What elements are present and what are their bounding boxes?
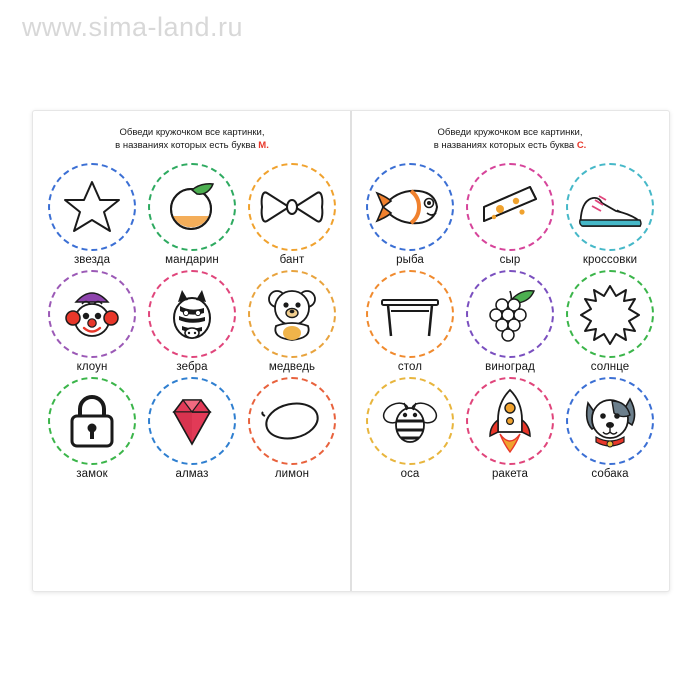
picture-label: оса (400, 467, 420, 480)
picture-circle-clown[interactable] (48, 270, 136, 358)
picture-label: кроссовки (582, 253, 638, 266)
picture-circle-fish[interactable] (366, 163, 454, 251)
list-item[interactable] (461, 377, 559, 480)
list-item[interactable] (143, 163, 241, 266)
list-item[interactable] (143, 377, 241, 480)
list-item[interactable] (143, 270, 241, 373)
right-instruction-line1: Обведи кружочком все картинки, (437, 127, 583, 138)
list-item[interactable] (43, 163, 141, 266)
picture-circle-zebra[interactable] (148, 270, 236, 358)
cheese-icon (478, 179, 542, 235)
clown-icon (60, 282, 124, 346)
bear-icon (260, 282, 324, 346)
list-item[interactable] (561, 377, 659, 480)
table-icon (378, 286, 442, 342)
list-item[interactable] (243, 163, 341, 266)
star-icon (61, 176, 123, 238)
picture-circle-lock[interactable] (48, 377, 136, 465)
right-instruction-line2: в названиях которых есть буква (433, 139, 577, 151)
picture-label: алмаз (175, 467, 209, 480)
left-picture-grid (43, 163, 341, 480)
book-spread (32, 110, 670, 592)
right-target-letter: С. (576, 139, 587, 151)
list-item[interactable] (43, 377, 141, 480)
picture-label: солнце (590, 360, 630, 373)
list-item[interactable] (461, 163, 559, 266)
picture-circle-bow[interactable] (248, 163, 336, 251)
picture-circle-cheese[interactable] (466, 163, 554, 251)
picture-circle-sun[interactable] (566, 270, 654, 358)
picture-label: медведь (268, 360, 316, 373)
left-target-letter: М. (258, 139, 269, 151)
picture-label: бант (279, 253, 305, 266)
picture-circle-sneaker[interactable] (566, 163, 654, 251)
picture-label: замок (76, 467, 108, 480)
book-spine (350, 111, 352, 591)
sneaker-icon (575, 180, 645, 234)
picture-label: собака (591, 467, 629, 480)
tangerine-icon (161, 176, 223, 238)
picture-circle-bear[interactable] (248, 270, 336, 358)
diamond-icon (161, 390, 223, 452)
picture-label: клоун (76, 360, 108, 373)
lemon-icon (259, 392, 325, 450)
picture-label: ракета (491, 467, 529, 480)
picture-circle-grapes[interactable] (466, 270, 554, 358)
picture-label: звезда (73, 253, 111, 266)
picture-label: зебра (176, 360, 208, 373)
picture-circle-tangerine[interactable] (148, 163, 236, 251)
list-item[interactable] (561, 163, 659, 266)
picture-circle-table[interactable] (366, 270, 454, 358)
left-instruction-line2: в названиях которых есть буква (115, 139, 259, 151)
fish-icon (375, 179, 445, 235)
right-instruction (434, 127, 587, 153)
sun-icon (578, 282, 642, 346)
rocket-icon (482, 388, 538, 454)
right-page (351, 111, 669, 591)
picture-circle-wasp[interactable] (366, 377, 454, 465)
picture-circle-dog[interactable] (566, 377, 654, 465)
list-item[interactable] (361, 377, 459, 480)
left-instruction-line1: Обведи кружочком все картинки, (119, 127, 265, 138)
picture-label: рыба (396, 253, 424, 266)
list-item[interactable] (561, 270, 659, 373)
zebra-icon (160, 282, 224, 346)
picture-circle-diamond[interactable] (148, 377, 236, 465)
picture-label: лимон (274, 467, 310, 480)
picture-circle-star[interactable] (48, 163, 136, 251)
left-page (33, 111, 351, 591)
dog-icon (578, 389, 642, 453)
list-item[interactable] (361, 163, 459, 266)
picture-label: мандарин (165, 253, 219, 266)
lock-icon (63, 390, 121, 452)
list-item[interactable] (43, 270, 141, 373)
picture-label: стол (397, 360, 423, 373)
picture-circle-rocket[interactable] (466, 377, 554, 465)
list-item[interactable] (361, 270, 459, 373)
watermark: www.sima-land.ru (22, 12, 244, 42)
list-item[interactable] (461, 270, 559, 373)
grapes-icon (478, 283, 542, 345)
picture-label: виноград (485, 360, 535, 373)
list-item[interactable] (243, 377, 341, 480)
list-item[interactable] (243, 270, 341, 373)
right-picture-grid (361, 163, 659, 480)
picture-circle-lemon[interactable] (248, 377, 336, 465)
picture-label: сыр (499, 253, 521, 266)
left-instruction (115, 127, 269, 153)
wasp-icon (378, 391, 442, 451)
bow-icon (259, 176, 325, 238)
